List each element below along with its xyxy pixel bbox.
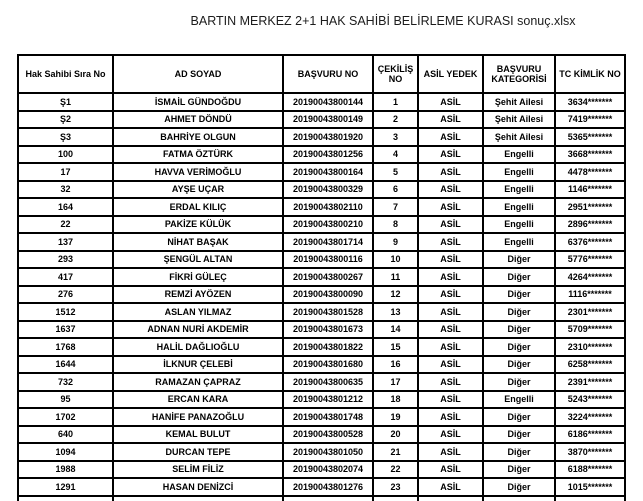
table-grid	[18, 55, 625, 501]
table-cell: FATMA ÖZTÜRK	[113, 146, 283, 164]
table-cell: 10	[373, 251, 418, 269]
table-cell: 20190043801256	[283, 146, 373, 164]
table-cell: 1291	[18, 478, 113, 496]
table-cell: ASİL	[418, 251, 483, 269]
table-cell: KEMAL BULUT	[113, 426, 283, 444]
table-cell: ASİL	[418, 163, 483, 181]
table-cell: 1768	[18, 338, 113, 356]
table-cell: ASİL	[418, 408, 483, 426]
table-cell: DURCAN TEPE	[113, 443, 283, 461]
table-cell: ASİL	[418, 198, 483, 216]
table-cell: 4264*******	[555, 268, 625, 286]
header-cell-tc-kimlik-no: TC KİMLİK NO	[555, 55, 625, 93]
header-cell-ad-soyad: AD SOYAD	[113, 55, 283, 93]
table-cell: ASİL	[418, 233, 483, 251]
header-cell-asil-yedek: ASİL YEDEK	[418, 55, 483, 93]
table-cell: ASİL	[418, 426, 483, 444]
table-cell: 20190043800164	[283, 163, 373, 181]
table-cell: ERDAL KILIÇ	[113, 198, 283, 216]
table-cell: Diğer	[483, 373, 555, 391]
table-cell: Şehit Ailesi	[483, 128, 555, 146]
table-cell: 6186*******	[555, 426, 625, 444]
table-cell: Diğer	[483, 303, 555, 321]
table-cell: ASİL	[418, 111, 483, 129]
table-cell: 20190043800149	[283, 111, 373, 129]
table-cell: 2310*******	[555, 338, 625, 356]
table-cell: Diğer	[483, 461, 555, 479]
table-cell: ADNAN NURİ AKDEMİR	[113, 321, 283, 339]
table-cell: REMZİ AYÖZEN	[113, 286, 283, 304]
table-cell: 20190043801680	[283, 356, 373, 374]
table-cell: Diğer	[483, 478, 555, 496]
table-cell: 1	[373, 93, 418, 111]
table-cell-partial	[113, 496, 283, 501]
table-cell: 20190043801673	[283, 321, 373, 339]
table-cell: Diğer	[483, 338, 555, 356]
table-cell: Diğer	[483, 443, 555, 461]
table-cell: BAHRİYE OLGUN	[113, 128, 283, 146]
table-cell: 20190043801748	[283, 408, 373, 426]
table-cell: 6258*******	[555, 356, 625, 374]
table-cell: 20190043802110	[283, 198, 373, 216]
table-cell: ASİL	[418, 373, 483, 391]
table-cell: ASİL	[418, 93, 483, 111]
table-cell: 3634*******	[555, 93, 625, 111]
table-cell: 32	[18, 181, 113, 199]
table-cell: HASAN DENİZCİ	[113, 478, 283, 496]
table-cell: 640	[18, 426, 113, 444]
table-cell: ŞENGÜL ALTAN	[113, 251, 283, 269]
table-cell: 6	[373, 181, 418, 199]
table-cell: Diğer	[483, 426, 555, 444]
table-cell: 7	[373, 198, 418, 216]
table-cell: 17	[373, 373, 418, 391]
table-cell: 20190043801050	[283, 443, 373, 461]
table-cell: 14	[373, 321, 418, 339]
table-cell: 20190043801714	[283, 233, 373, 251]
table-cell: NİHAT BAŞAK	[113, 233, 283, 251]
table-cell: 3224*******	[555, 408, 625, 426]
table-cell-partial	[18, 496, 113, 501]
table-cell: 23	[373, 478, 418, 496]
table-cell: ASİL	[418, 338, 483, 356]
table-cell: Engelli	[483, 233, 555, 251]
table-cell: 3668*******	[555, 146, 625, 164]
table-cell: 2	[373, 111, 418, 129]
table-cell: 20190043800635	[283, 373, 373, 391]
table-cell: Diğer	[483, 286, 555, 304]
table-cell: ASİL	[418, 268, 483, 286]
table-cell: 276	[18, 286, 113, 304]
table-cell: SELİM FİLİZ	[113, 461, 283, 479]
table-cell: 20190043800144	[283, 93, 373, 111]
table-cell: ASİL	[418, 443, 483, 461]
table-cell: İSMAİL GÜNDOĞDU	[113, 93, 283, 111]
table-cell: ASİL	[418, 216, 483, 234]
table-cell: 7419*******	[555, 111, 625, 129]
header-cell-basvuru-no: BAŞVURU NO	[283, 55, 373, 93]
table-cell: 20190043800116	[283, 251, 373, 269]
table-cell: 1644	[18, 356, 113, 374]
table-cell: 20190043801822	[283, 338, 373, 356]
table-cell: 20190043801276	[283, 478, 373, 496]
table-cell: 11	[373, 268, 418, 286]
table-cell: AYŞE UÇAR	[113, 181, 283, 199]
table-cell: Şehit Ailesi	[483, 93, 555, 111]
table-cell: 3	[373, 128, 418, 146]
table-cell: 5243*******	[555, 391, 625, 409]
table-cell: ASİL	[418, 356, 483, 374]
table-cell: 2301*******	[555, 303, 625, 321]
table-cell: Diğer	[483, 251, 555, 269]
table-cell: ASİL	[418, 321, 483, 339]
table-cell: Diğer	[483, 356, 555, 374]
table-cell: 5709*******	[555, 321, 625, 339]
table-cell-partial	[483, 496, 555, 501]
results-table	[17, 54, 626, 501]
table-cell: Engelli	[483, 391, 555, 409]
table-cell: 293	[18, 251, 113, 269]
table-cell: 20	[373, 426, 418, 444]
table-cell: 20190043800090	[283, 286, 373, 304]
table-cell: 3870*******	[555, 443, 625, 461]
table-cell: 137	[18, 233, 113, 251]
table-cell: ASİL	[418, 128, 483, 146]
table-cell: 5365*******	[555, 128, 625, 146]
table-cell: 732	[18, 373, 113, 391]
header-cell-cekilis-no: ÇEKİLİŞ NO	[373, 55, 418, 93]
table-cell: Engelli	[483, 198, 555, 216]
table-cell: 20190043800210	[283, 216, 373, 234]
table-cell: 13	[373, 303, 418, 321]
header-cell-basvuru-kategorisi: BAŞVURU KATEGORİSİ	[483, 55, 555, 93]
table-cell: 1015*******	[555, 478, 625, 496]
table-cell: 100	[18, 146, 113, 164]
table-cell: Engelli	[483, 216, 555, 234]
table-cell: Engelli	[483, 146, 555, 164]
table-cell: AHMET DÖNDÜ	[113, 111, 283, 129]
table-cell: 20190043800267	[283, 268, 373, 286]
table-cell: Şehit Ailesi	[483, 111, 555, 129]
table-cell: 417	[18, 268, 113, 286]
table-cell-partial	[373, 496, 418, 501]
table-cell: 8	[373, 216, 418, 234]
table-cell: 17	[18, 163, 113, 181]
table-cell: Diğer	[483, 268, 555, 286]
table-cell: 20190043801212	[283, 391, 373, 409]
table-cell: 1512	[18, 303, 113, 321]
table-cell: 16	[373, 356, 418, 374]
table-cell: Diğer	[483, 408, 555, 426]
table-cell: 22	[18, 216, 113, 234]
table-cell: 20190043801528	[283, 303, 373, 321]
table-cell: Ş1	[18, 93, 113, 111]
table-cell: ASİL	[418, 181, 483, 199]
table-cell: FİKRİ GÜLEÇ	[113, 268, 283, 286]
table-cell-partial	[283, 496, 373, 501]
table-cell: Ş2	[18, 111, 113, 129]
table-cell: 1116*******	[555, 286, 625, 304]
table-cell: 20190043800329	[283, 181, 373, 199]
header-cell-sira-no: Hak Sahibi Sıra No	[18, 55, 113, 93]
table-cell: 4	[373, 146, 418, 164]
table-cell: ASİL	[418, 303, 483, 321]
table-cell: ASİL	[418, 391, 483, 409]
table-cell: 6188*******	[555, 461, 625, 479]
table-cell: ASİL	[418, 286, 483, 304]
table-cell: 1637	[18, 321, 113, 339]
table-cell: Engelli	[483, 181, 555, 199]
table-cell: 2951*******	[555, 198, 625, 216]
table-cell: İLKNUR ÇELEBİ	[113, 356, 283, 374]
table-cell: ASLAN YILMAZ	[113, 303, 283, 321]
table-cell: 9	[373, 233, 418, 251]
table-cell: 6376*******	[555, 233, 625, 251]
table-cell: HANİFE PANAZOĞLU	[113, 408, 283, 426]
table-cell: 20190043802074	[283, 461, 373, 479]
table-cell: ASİL	[418, 478, 483, 496]
table-cell: Diğer	[483, 321, 555, 339]
table-cell: 1988	[18, 461, 113, 479]
table-cell-partial	[418, 496, 483, 501]
table-cell: 1094	[18, 443, 113, 461]
table-cell: ASİL	[418, 461, 483, 479]
table-cell: 18	[373, 391, 418, 409]
table-cell: ASİL	[418, 146, 483, 164]
table-cell: 1702	[18, 408, 113, 426]
table-cell: 5776*******	[555, 251, 625, 269]
table-cell: 1146*******	[555, 181, 625, 199]
table-cell: 19	[373, 408, 418, 426]
table-cell: 5	[373, 163, 418, 181]
table-cell: 95	[18, 391, 113, 409]
table-cell: 12	[373, 286, 418, 304]
document-title: BARTIN MERKEZ 2+1 HAK SAHİBİ BELİRLEME KURASI sonuç.xlsx	[190, 14, 576, 28]
table-cell: 20190043801920	[283, 128, 373, 146]
table-cell: HAVVA VERİMOĞLU	[113, 163, 283, 181]
table-cell: 20190043800528	[283, 426, 373, 444]
table-cell-partial	[555, 496, 625, 501]
table-cell: 164	[18, 198, 113, 216]
table-cell: 2896*******	[555, 216, 625, 234]
table-cell: ERCAN KARA	[113, 391, 283, 409]
table-cell: 22	[373, 461, 418, 479]
table-cell: 4478*******	[555, 163, 625, 181]
table-cell: Ş3	[18, 128, 113, 146]
table-cell: 2391*******	[555, 373, 625, 391]
table-cell: 21	[373, 443, 418, 461]
table-cell: PAKİZE KÜLÜK	[113, 216, 283, 234]
table-cell: 15	[373, 338, 418, 356]
table-cell: HALİL DAĞLIOĞLU	[113, 338, 283, 356]
table-cell: Engelli	[483, 163, 555, 181]
table-cell: RAMAZAN ÇAPRAZ	[113, 373, 283, 391]
